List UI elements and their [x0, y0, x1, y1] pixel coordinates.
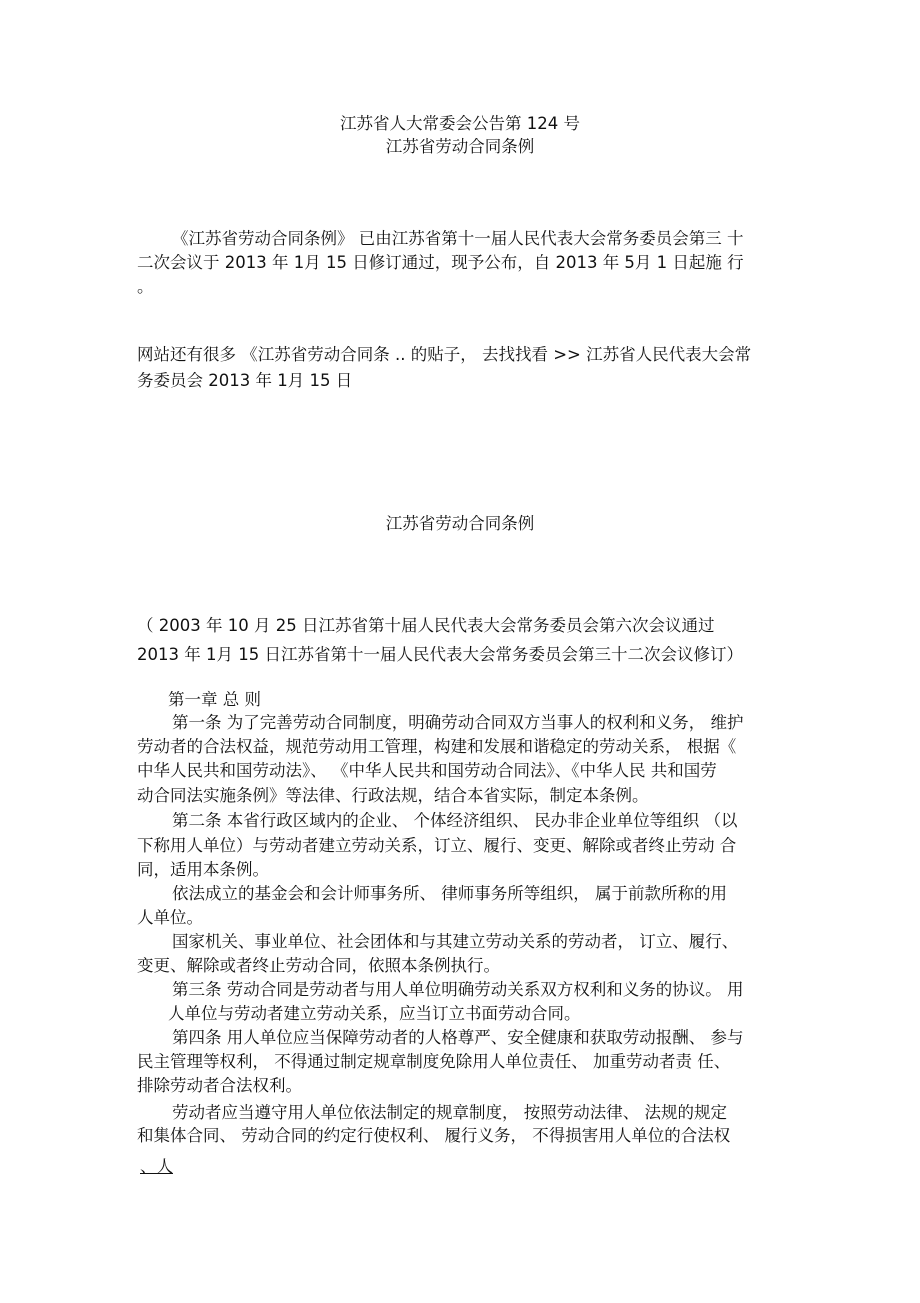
- site-note-line: 务委员会 2013 年 1月 15 日: [137, 371, 353, 390]
- body-line: 第三条 劳动合同是劳动者与用人单位明确劳动关系双方权利和义务的协议。 用: [172, 980, 744, 999]
- body-line: 中华人民共和国劳动法》、 《中华人民共和国劳动合同法》、《中华人民 共和国劳: [137, 761, 717, 780]
- body-line: 同，适用本条例。: [137, 860, 269, 879]
- body-line: 第四条 用人单位应当保障劳动者的人格尊严、安全健康和获取劳动报酬、 参与: [172, 1028, 744, 1047]
- body-title: 江苏省劳动合同条例: [385, 514, 535, 533]
- body-line: 依法成立的基金会和会计师事务所、 律师事务所等组织， 属于前款所称的用: [172, 884, 727, 903]
- announcement-line: 二次会议于 2013 年 1月 15 日修订通过，现予公布，自 2013 年 5月 1 日起施 行: [137, 253, 744, 272]
- history-line: （ 2003 年 10 月 25 日江苏省第十届人民代表大会常务委员会第六次会议通过: [137, 616, 715, 635]
- announcement-line: 。: [137, 277, 154, 296]
- body-line: 民主管理等权利， 不得通过制定规章制度免除用人单位责任、 加重劳动者责 任、: [137, 1052, 731, 1071]
- body-line: 下称用人单位）与劳动者建立劳动关系，订立、履行、变更、解除或者终止劳动 合: [137, 836, 737, 855]
- body-line: 和集体合同、 劳动合同的约定行使权利、 履行义务， 不得损害用人单位的合法权: [137, 1126, 731, 1145]
- announcement-line: 《江苏省劳动合同条例》 已由江苏省第十一届人民代表大会常务委员会第三 十: [172, 229, 744, 248]
- body-line: 劳动者的合法权益，规范劳动用工管理，构建和发展和谐稳定的劳动关系， 根据《: [137, 737, 737, 756]
- body-line: 人单位。: [137, 908, 203, 927]
- law-title: 江苏省劳动合同条例: [385, 137, 535, 156]
- body-line: 国家机关、事业单位、社会团体和与其建立劳动关系的劳动者， 订立、履行、: [172, 932, 739, 951]
- site-note-line: 网站还有很多 《江苏省劳动合同条 .. 的贴子， 去找找看 >> 江苏省人民代表大会常: [137, 345, 752, 364]
- chapter-heading: 第一章 总 则: [168, 690, 261, 709]
- notice-title: 江苏省人大常委会公告第 124 号: [340, 114, 580, 133]
- body-line: 第一条 为了完善劳动合同制度，明确劳动合同双方当事人的权利和义务， 维护: [172, 713, 744, 732]
- body-line: 第二条 本省行政区域内的企业、 个体经济组织、 民办非企业单位等组织 （以: [172, 811, 738, 830]
- history-line: 2013 年 1月 15 日江苏省第十一届人民代表大会常务委员会第三十二次会议修订）: [137, 645, 743, 664]
- body-line: 动合同法实施条例》等法律、行政法规，结合本省实际，制定本条例。: [137, 786, 649, 805]
- body-line: 排除劳动者合法权利。: [137, 1076, 302, 1095]
- body-line: 变更、解除或者终止劳动合同，依照本条例执行。: [137, 956, 500, 975]
- body-line: 劳动者应当遵守用人单位依法制定的规章制度， 按照劳动法律、 法规的规定: [172, 1103, 727, 1122]
- body-line: 人单位与劳动者建立劳动关系，应当订立书面劳动合同。: [168, 1004, 581, 1023]
- body-line: 、人: [140, 1157, 173, 1176]
